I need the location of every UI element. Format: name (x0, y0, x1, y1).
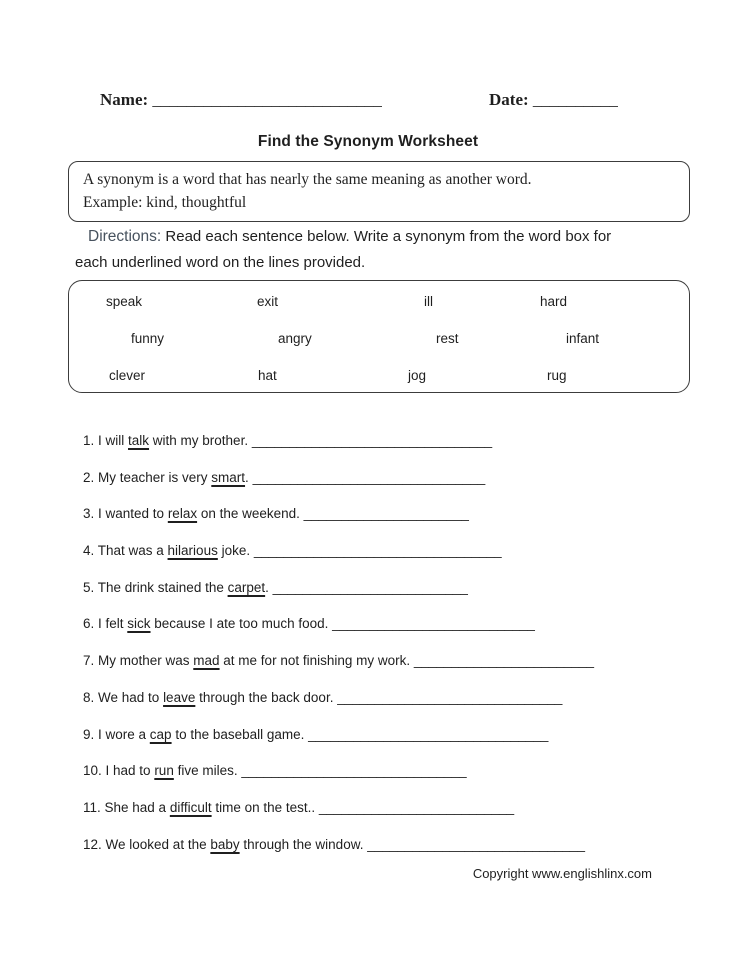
sentence-text: to the baseball game. (171, 726, 309, 742)
underlined-word: difficult (169, 799, 212, 815)
answer-blank-line: __________________________ (272, 579, 468, 595)
sentence-text: five miles. (173, 763, 242, 779)
word-box-word: clever (109, 368, 146, 383)
sentence-row (83, 643, 723, 680)
date-field (489, 90, 618, 110)
sentence-text: 3. I wanted to (83, 506, 168, 522)
word-box-word: hard (540, 294, 568, 309)
word-box (68, 280, 690, 393)
definition-line-2: Example: kind, thoughtful (83, 194, 247, 211)
word-box-word: infant (566, 331, 600, 346)
underlined-word: run (154, 763, 174, 779)
underlined-word: carpet (227, 579, 266, 595)
sentence-text: 1. I will (83, 433, 129, 448)
underlined-word: mad (193, 653, 220, 669)
word-box-word: rug (547, 368, 567, 383)
word-box-row (69, 283, 689, 320)
sentence-row (83, 790, 723, 827)
sentence-row (83, 423, 723, 460)
answer-blank-line: ________________________________ (308, 726, 549, 742)
sentence-text: 11. She had a (83, 799, 170, 815)
word-box-word: exit (257, 294, 279, 309)
sentence-text: 4. That was a (83, 543, 168, 559)
underlined-word: cap (149, 726, 172, 742)
answer-blank-line: ______________________ (303, 506, 469, 522)
sentence-text: 6. I felt (83, 616, 128, 632)
name-label: Name: (100, 90, 149, 109)
underlined-word: relax (167, 506, 198, 522)
word-box-word: speak (106, 294, 143, 309)
sentence-text: time on the test.. (211, 799, 319, 815)
sentence-row (83, 827, 723, 864)
answer-blank-line: __________________________ (318, 799, 515, 815)
sentence-text: 12. We looked at the (83, 836, 211, 852)
underlined-word: talk (128, 433, 150, 448)
definition-box (68, 161, 690, 222)
sentence-text: . (245, 469, 253, 485)
name-blank-line: ___________________________ (152, 90, 382, 109)
sentence-text: on the weekend. (197, 506, 304, 522)
answer-blank-line: ______________________________ (337, 689, 563, 705)
underlined-word: sick (127, 616, 151, 632)
word-box-word: angry (278, 331, 312, 346)
word-box-word: jog (408, 368, 427, 383)
sentence-text: at me for not finishing my work. (219, 653, 414, 669)
sentence-text: 8. We had to (83, 689, 164, 705)
word-box-row (69, 357, 689, 394)
answer-blank-line: ________________________________ (251, 433, 493, 448)
directions-label: Directions: (88, 228, 162, 245)
sentence-row (83, 717, 723, 754)
sentence-text: joke. (217, 543, 254, 559)
date-blank-line: __________ (532, 90, 618, 109)
sentence-text: because I ate too much food. (150, 616, 333, 632)
sentence-text: with my brother. (149, 433, 252, 448)
sentence-text: through the back door. (195, 689, 338, 705)
word-box-word: ill (424, 294, 433, 309)
directions-text: Read each sentence below. Write a synonym from the word box for (165, 228, 612, 245)
underlined-word: leave (163, 689, 196, 705)
sentence-row (83, 680, 723, 717)
sentence-row (83, 496, 723, 533)
answer-blank-line: _______________________________ (252, 469, 486, 485)
answer-blank-line: ______________________________ (241, 763, 467, 779)
sentence-list (83, 423, 723, 863)
word-box-word: funny (131, 331, 165, 346)
sentence-row (83, 460, 723, 497)
directions (75, 224, 611, 275)
date-label: Date: (489, 90, 529, 109)
word-box-word: rest (436, 331, 459, 346)
sentence-text: . (265, 579, 273, 595)
sentence-text: through the window. (239, 836, 368, 852)
sentence-row (83, 570, 723, 607)
underlined-word: hilarious (167, 543, 218, 559)
sentence-row (83, 606, 723, 643)
sentence-text: 9. I wore a (83, 726, 150, 742)
sentence-text: 2. My teacher is very (83, 469, 212, 485)
answer-blank-line: ___________________________ (332, 616, 535, 632)
sentence-row (83, 753, 723, 790)
name-field (100, 90, 382, 110)
underlined-word: smart (211, 469, 246, 485)
sentence-text: 7. My mother was (83, 653, 194, 669)
word-box-word: hat (258, 368, 277, 383)
page-title: Find the Synonym Worksheet (257, 133, 479, 150)
sentence-text: 5. The drink stained the (83, 579, 228, 595)
definition-line-1: A synonym is a word that has nearly the same meaning as another word. (83, 171, 532, 188)
sentence-text: 10. I had to (83, 763, 155, 779)
copyright-notice: Copyright www.englishlinx.com (472, 866, 652, 881)
answer-blank-line: ________________________ (413, 653, 595, 669)
word-box-row (69, 320, 689, 357)
sentence-row (83, 533, 723, 570)
answer-blank-line: _____________________________ (367, 836, 585, 852)
directions-line-2: each underlined word on the lines provided. (75, 253, 366, 271)
directions-line-1 (75, 224, 611, 250)
answer-blank-line: _________________________________ (253, 543, 502, 559)
underlined-word: baby (210, 836, 240, 852)
